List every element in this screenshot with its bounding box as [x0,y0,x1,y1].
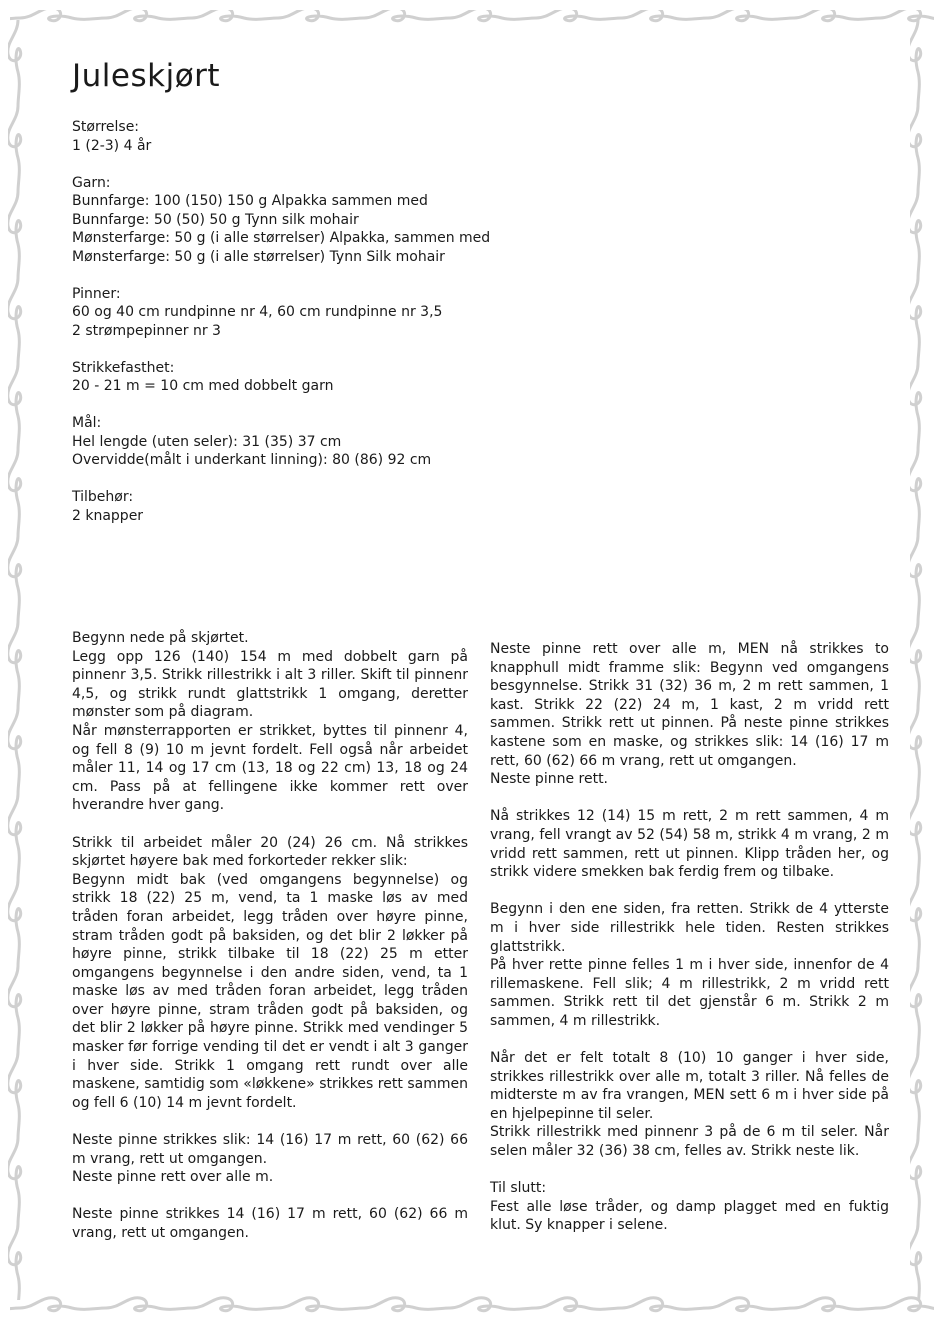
paragraph-line: Til slutt: [490,1180,547,1197]
paragraph-line: Nå strikkes 12 (14) 15 m rett, 2 m rett sammen, 4 m vrang, fell vrangt av 52 (54) 58 m, strikk 4 m vrang, 2 m vridd rett sammen, rett ut pinnen. Klipp tråden her, og strikk videre smekken bak ferdig frem og tilbake. [490,808,889,881]
spec-line: 2 knapper [72,507,144,524]
paragraph [72,834,468,1113]
paragraph-line: Strikk til arbeidet måler 20 (24) 26 cm. Nå strikkes skjørtet høyere bak med forkorteder rekker slik: [72,834,468,870]
spec-line: Hel lengde (uten seler): 31 (35) 37 cm [72,433,342,450]
spec-line: Mønsterfarge: 50 g (i alle størrelser) Alpakka, sammen med [72,230,491,246]
spec-group [72,285,492,341]
spec-group [72,118,492,155]
spec-line: 60 og 40 cm rundpinne nr 4, 60 cm rundpinne nr 3,5 [72,304,443,320]
paragraph [490,1049,889,1161]
spec-label: Tilbehør: [72,489,134,505]
paragraph-line: Fest alle løse tråder, og damp plagget med en fuktig klut. Sy knapper i selene. [490,1198,889,1234]
spec-line: Mønsterfarge: 50 g (i alle størrelser) Tynn Silk mohair [72,248,445,265]
paragraph-line: Neste pinne strikkes slik: 14 (16) 17 m rett, 60 (62) 66 m vrang, rett ut omgangen. [72,1132,468,1167]
spec-label: Garn: [72,174,111,191]
spec-line: Overvidde(målt i underkant linning): 80 (86) 92 cm [72,452,432,468]
paragraph [72,1131,468,1187]
paragraph [490,640,889,789]
spec-group [72,414,492,470]
spec-group [72,488,492,525]
spec-group [72,174,492,267]
paragraph [72,629,468,815]
spec-line: 2 strømpepinner nr 3 [72,322,221,339]
spec-group [72,359,492,396]
paragraph-line: Neste pinne strikkes 14 (16) 17 m rett, 60 (62) 66 m vrang, rett ut omgangen. [72,1206,468,1241]
instructions-right-column [490,640,889,1254]
paragraph-line: Legg opp 126 (140) 154 m med dobbelt garn på pinnenr 3,5. Strikk rillestrikk i alt 3 riller. Skift til pinnenr 4,5, og strikk rundt glattstrikk 1 omgang, deretter mønster som på diagram. [72,648,468,721]
paragraph-line: Neste pinne rett. [490,771,609,788]
spec-line: 1 (2-3) 4 år [72,137,152,154]
paragraph-line: På hver rette pinne felles 1 m i hver side, innenfor de 4 rillemaskene. Fell slik; 4 m rillestrikk, 2 m vridd rett sammen. Strikk rett til det gjenstår 6 m. Strikk 2 m sammen, 4 m rillestrikk. [490,957,889,1029]
paragraph [490,1179,889,1235]
paragraph-line: Begynn midt bak (ved omgangens begynnelse) og strikk 18 (22) 25 m, vend, ta 1 maske løs av med tråden foran arbeidet, legg tråden over høyre pinne, stram tråden godt på baksiden, og det blir 2 løkker på høyre pinne, strikk tilbake til 18 (22) 25 m etter omgangens begynnelse i den andre siden, vend, ta 1 maske løs av med tråden foran arbeidet, legg tråden over høyre pinne, stram tråden godt på baksiden, og det blir 2 løkker på høyre pinne. Strikk med vendinger 5 masker før forrige vending til det er vendt i alt 3 ganger i hver side. Strikk 1 omgang rett rundt over alle maskene, samtidig som «løkkene» strikkes rett sammen og fell 6 (10) 14 m jevnt fordelt. [72,871,468,1111]
paragraph-line: Neste pinne rett over alle m. [72,1169,274,1186]
paragraph-line: Begynn i den ene siden, fra retten. Strikk de 4 ytterste m i hver side rillestrikk hele tiden. Resten strikkes glattstrikk. [490,901,889,955]
spec-label: Mål: [72,415,102,431]
paragraph-line: Neste pinne rett over alle m, MEN nå strikkes to knapphull midt framme slik: Begynn ved omgangens besgynnelse. Strikk 31 (32) 36 m, 2 m rett sammen, 1 kast. Strikk 22 (22) 24 m, 1 kast, 2 m vridd rett sammen. Strikk rett ut pinnen. På neste pinne strikkes kastene som en maske, og strikkes slik: 14 (16) 17 m rett, 60 (62) 66 m vrang, rett ut omgangen. [490,641,889,769]
paragraph-line: Når mønsterrapporten er strikket, byttes til pinnenr 4, og fell 8 (9) 10 m jevnt fordelt. Fell også når arbeidet måler 11, 14 og 17 cm (13, 18 og 22 cm) 13, 18 og 24 cm. Pass på at fellingene ikke kommer rett over hverandre hver gang. [72,722,468,814]
specs-section [72,118,492,544]
page-title: Juleskjørt [72,58,221,94]
paragraph [490,807,889,881]
instructions-left-column [72,629,468,1261]
paragraph-line: Begynn nede på skjørtet. [72,630,249,646]
spec-label: Størrelse: [72,119,140,135]
paragraph-line: Når det er felt totalt 8 (10) 10 ganger i hver side, strikkes rillestrikk over alle m, totalt 3 riller. Nå felles de midterste m av fra vrangen, MEN sett 6 m i hver side på en hjelpepinne til seler. [490,1050,889,1122]
paragraph [72,1205,468,1242]
spec-line: Bunnfarge: 50 (50) 50 g Tynn silk mohair [72,211,359,228]
paragraph-line: Strikk rillestrikk med pinnenr 3 på de 6 m til seler. Når selen måler 32 (36) 38 cm, felles av. Strikk neste lik. [490,1124,889,1160]
spec-line: 20 - 21 m = 10 cm med dobbelt garn [72,378,334,394]
paragraph [490,900,889,1030]
spec-line: Bunnfarge: 100 (150) 150 g Alpakka sammen med [72,193,428,209]
spec-label: Strikkefasthet: [72,359,175,376]
spec-label: Pinner: [72,285,121,302]
